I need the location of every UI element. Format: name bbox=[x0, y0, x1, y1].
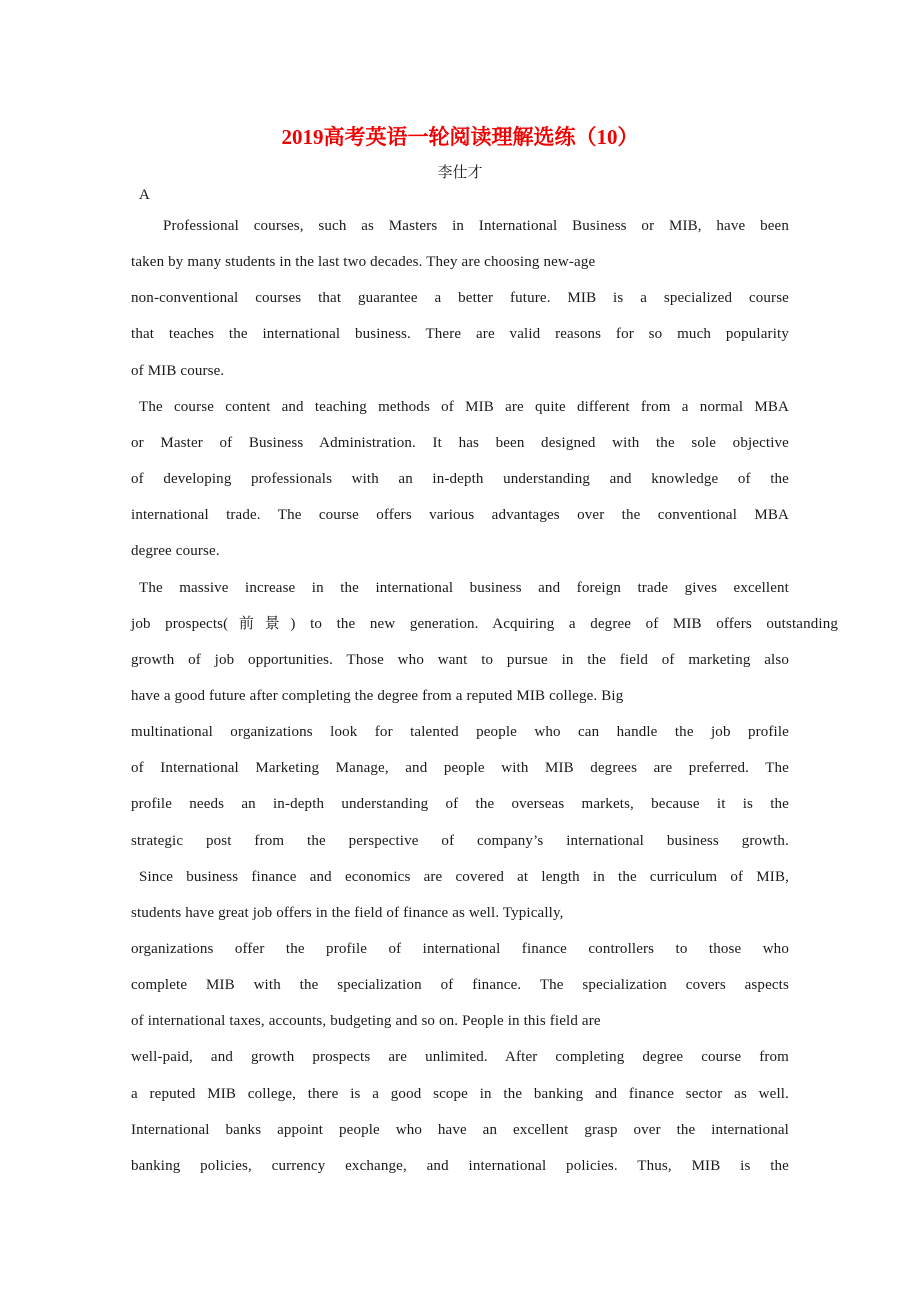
text-line: students have great job offers in the field of finance as well. Typically, bbox=[131, 904, 564, 921]
text-line: complete MIB with the specialization of finance. The specialization covers aspects bbox=[131, 977, 789, 994]
text-line: or Master of Business Administration. It has been designed with the sole objective bbox=[131, 434, 789, 451]
text-line: The course content and teaching methods of MIB are quite different from a normal MBA bbox=[139, 398, 789, 415]
text-line: Since business finance and economics are covered at length in the curriculum of MIB, bbox=[139, 868, 789, 885]
text-line: non-conventional courses that guarantee a better future. MIB is a specialized course bbox=[131, 290, 789, 307]
text-line: profile needs an in-depth understanding of the overseas markets, because it is the bbox=[131, 796, 789, 813]
text-line: of developing professionals with an in-depth understanding and knowledge of the bbox=[131, 471, 789, 488]
text-line: international trade. The course offers various advantages over the conventional MBA bbox=[131, 507, 789, 524]
text-line: Professional courses, such as Masters in International Business or MIB, have been bbox=[163, 218, 789, 234]
section-label: A bbox=[139, 187, 150, 203]
text-line: of International Marketing Manage, and people with MIB degrees are preferred. The bbox=[131, 760, 789, 777]
text-line: banking policies, currency exchange, and international policies. Thus, MIB is the bbox=[131, 1157, 789, 1174]
text-line: multinational organizations look for talented people who can handle the job profile bbox=[131, 724, 789, 741]
text-line: degree course. bbox=[131, 543, 220, 560]
text-line: of international taxes, accounts, budgeting and so on. People in this field are bbox=[131, 1013, 601, 1030]
text-line: strategic post from the perspective of company’s international business growth. bbox=[131, 832, 789, 849]
text-line: International banks appoint people who have an excellent grasp over the international bbox=[131, 1121, 789, 1138]
text-line: a reputed MIB college, there is a good scope in the banking and finance sector as well. bbox=[131, 1085, 789, 1102]
text-line: have a good future after completing the degree from a reputed MIB college. Big bbox=[131, 687, 624, 704]
document-title: 2019高考英语一轮阅读理解选练（10） bbox=[281, 125, 639, 149]
text-line: taken by many students in the last two decades. They are choosing new-age bbox=[131, 254, 596, 271]
text-line: organizations offer the profile of international finance controllers to those who bbox=[131, 941, 789, 957]
text-line: growth of job opportunities. Those who want to pursue in the field of marketing also bbox=[131, 651, 789, 668]
text-line: well-paid, and growth prospects are unlimited. After completing degree course from bbox=[131, 1049, 789, 1066]
document-author: 李仕才 bbox=[437, 165, 483, 181]
text-line: that teaches the international business. There are valid reasons for so much popularity bbox=[131, 326, 789, 343]
text-line: of MIB course. bbox=[131, 362, 225, 379]
text-line: The massive increase in the international business and foreign trade gives excellent bbox=[139, 579, 789, 596]
text-line: job prospects(前景) to the new generation. Acquiring a degree of MIB offers outstanding bbox=[131, 615, 838, 632]
